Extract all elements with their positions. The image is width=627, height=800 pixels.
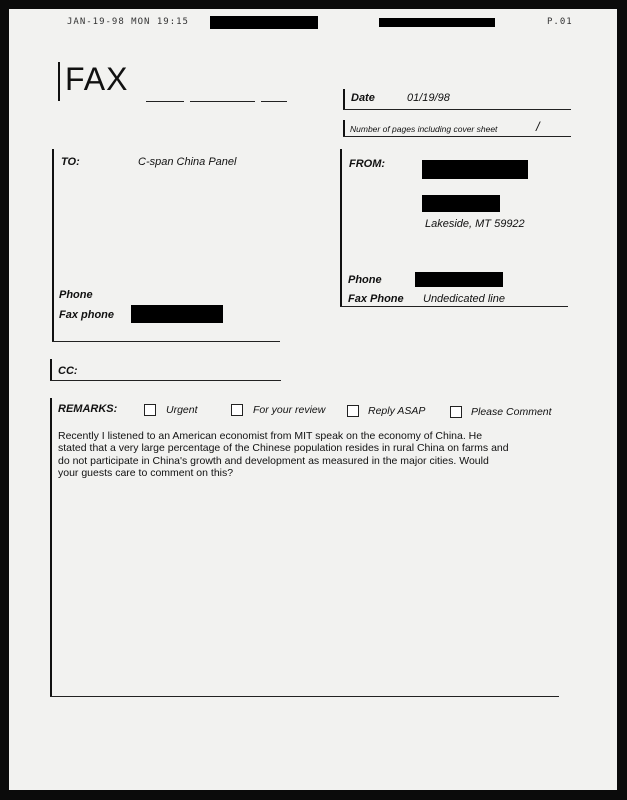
remarks-line: your guests care to comment on this? [58, 466, 234, 479]
from-phone-label: Phone [348, 274, 382, 286]
remarks-line: stated that a very large percentage of the Chinese population resides in rural China on farms and [58, 442, 509, 455]
title-rule [58, 62, 60, 101]
urgent-checkbox[interactable] [144, 404, 156, 416]
fax-header-page: P.01 [547, 17, 573, 27]
redaction-bar [422, 160, 528, 179]
redaction-bar [415, 272, 503, 287]
to-rule [52, 149, 54, 342]
pages-rule [343, 120, 345, 136]
from-fax-label: Fax Phone [348, 293, 404, 305]
from-city: Lakeside, MT 59922 [425, 218, 525, 230]
reply-option-label: Reply ASAP [368, 405, 426, 417]
fax-header-date: JAN-19-98 MON 19:15 [67, 17, 189, 27]
pages-value: / [536, 119, 540, 134]
from-label: FROM: [349, 158, 386, 170]
urgent-option-label: Urgent [166, 404, 198, 416]
pages-underline [343, 136, 571, 137]
review-checkbox[interactable] [231, 404, 243, 416]
date-label: Date [351, 92, 375, 104]
remarks-line: do not participate in China's growth and development as measured in the major cities. Would [58, 454, 489, 467]
fax-page [9, 9, 617, 790]
to-value: C-span China Panel [138, 156, 237, 168]
comment-checkbox[interactable] [450, 406, 462, 418]
cc-rule [50, 359, 52, 380]
page-title: FAX [65, 61, 129, 97]
to-label: TO: [61, 156, 80, 168]
to-underline [52, 341, 280, 342]
reply-checkbox[interactable] [347, 405, 359, 417]
cc-label: CC: [58, 365, 78, 377]
remarks-underline [50, 696, 559, 697]
redaction-bar [131, 305, 223, 323]
date-rule [343, 89, 345, 109]
from-fax-value: Undedicated line [423, 293, 505, 305]
to-phone-label: Phone [59, 289, 93, 301]
from-underline [340, 306, 568, 307]
to-fax-label: Fax phone [59, 309, 115, 321]
comment-option-label: Please Comment [471, 406, 552, 418]
date-value: 01/19/98 [407, 92, 450, 104]
redaction-bar [422, 195, 500, 212]
remarks-line: Recently I listened to an American economist from MIT speak on the economy of China. He [58, 430, 483, 442]
date-underline [343, 109, 571, 110]
title-underline [261, 101, 287, 102]
title-underline [146, 101, 184, 102]
remarks-text [58, 430, 578, 479]
redaction-bar [379, 18, 495, 27]
remarks-label: REMARKS: [58, 403, 118, 415]
from-rule [340, 149, 342, 306]
remarks-rule [50, 398, 52, 696]
pages-label: Number of pages including cover sheet [350, 124, 498, 134]
title-underline [190, 101, 255, 102]
review-option-label: For your review [253, 404, 326, 416]
redaction-bar [210, 16, 318, 29]
cc-underline [50, 380, 281, 381]
